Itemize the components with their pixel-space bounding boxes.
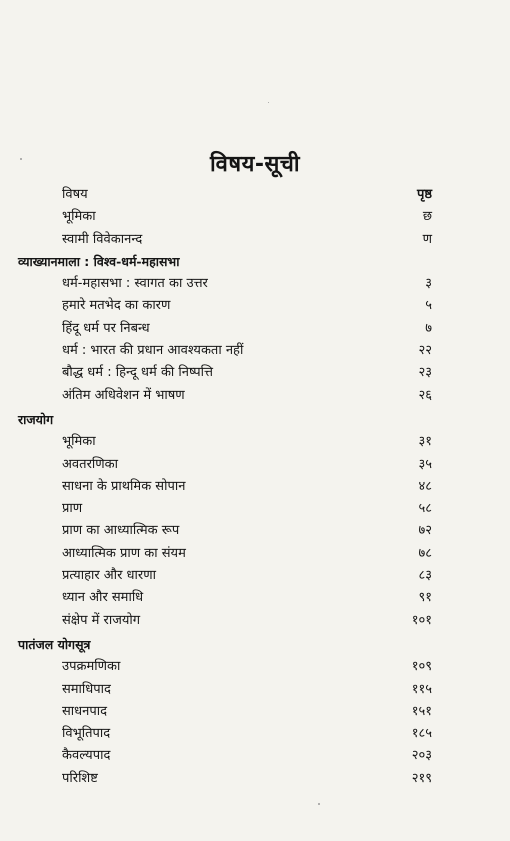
toc-entry-label: भूमिका xyxy=(62,434,96,450)
toc-entry-label: ध्यान और समाधि xyxy=(62,590,144,606)
section-heading-text: राजयोग xyxy=(18,411,54,427)
toc-entry xyxy=(0,543,510,565)
toc-entry xyxy=(0,587,510,609)
toc-entry-label: हमारे मतभेद का कारण xyxy=(62,298,171,314)
toc-entry-label: साधना के प्राथमिक सोपान xyxy=(62,478,186,494)
toc-entry-page: २३ xyxy=(418,365,432,381)
toc-entry-page: २०३ xyxy=(411,748,432,764)
toc-entry-page: ३ xyxy=(425,276,432,292)
toc-entry-label: समाधिपाद xyxy=(62,681,111,697)
toc-entry xyxy=(0,679,510,701)
toc-entry-label: प्रत्याहार और धारणा xyxy=(62,568,156,584)
toc-header-row xyxy=(0,184,510,206)
toc-entry xyxy=(0,206,510,228)
toc-entry xyxy=(0,520,510,542)
toc-entry xyxy=(0,340,510,362)
toc-entry-page: ७२ xyxy=(418,523,432,539)
toc-entry xyxy=(0,723,510,745)
section-heading-text: व्याख्यानमाला : विश्व-धर्म-महासभा xyxy=(18,253,180,269)
print-speck xyxy=(268,102,269,103)
toc-entry-page: ५ xyxy=(425,298,432,314)
toc-entry xyxy=(0,229,510,251)
toc-entry-label: परिशिष्ट xyxy=(62,770,98,786)
toc-entry xyxy=(0,295,510,317)
toc-entry-label: संक्षेप में राजयोग xyxy=(62,612,141,628)
toc-entry-page: १५१ xyxy=(411,703,432,719)
toc-entry-label: कैवल्यपाद xyxy=(62,748,111,764)
toc-entry-page: ८३ xyxy=(418,568,432,584)
toc-entry-page: ११५ xyxy=(411,681,432,697)
toc-entry xyxy=(0,656,510,678)
toc-entry-page: २१९ xyxy=(411,770,432,786)
toc-entry-page: १०९ xyxy=(411,659,432,675)
toc-header-page: पृष्ठ xyxy=(416,187,432,202)
toc-entry-page: ५८ xyxy=(418,501,432,517)
toc-entry-label: धर्म : भारत की प्रधान आवश्यकता नहीं xyxy=(62,343,244,359)
toc-entry-page: ९१ xyxy=(418,590,432,606)
toc-entry-page: १०१ xyxy=(411,612,432,628)
toc-entry-label: आध्यात्मिक प्राण का संयम xyxy=(62,545,186,561)
toc-header-subject: विषय xyxy=(62,187,88,202)
toc-entry-label: साधनपाद xyxy=(62,703,108,719)
toc-entry xyxy=(0,273,510,295)
toc-entry-label: धर्म-महासभा : स्वागत का उत्तर xyxy=(62,276,208,292)
toc-entry-label: विभूतिपाद xyxy=(62,726,111,742)
toc-entry xyxy=(0,454,510,476)
toc-entry xyxy=(0,362,510,384)
section-heading-text: पातंजल योगसूत्र xyxy=(18,636,91,652)
toc-entry xyxy=(0,318,510,340)
toc-entry xyxy=(0,431,510,453)
toc-entry xyxy=(0,498,510,520)
toc-entry-label: स्वामी विवेकानन्द xyxy=(62,231,143,247)
toc-entry-page: १८५ xyxy=(411,726,432,742)
toc-section-heading xyxy=(0,409,510,431)
toc-entry xyxy=(0,385,510,407)
toc-entry-label: हिंदू धर्म पर निबन्ध xyxy=(62,320,150,336)
toc-entry-label: उपक्रमणिका xyxy=(62,659,121,675)
toc-section-heading xyxy=(0,634,510,656)
toc-entry-page: ३५ xyxy=(418,456,432,472)
toc-entry xyxy=(0,565,510,587)
toc-entry xyxy=(0,610,510,632)
toc-entry-page: २६ xyxy=(418,387,432,403)
toc-entry-page: ७८ xyxy=(418,545,432,561)
toc-entry-page: ३१ xyxy=(418,434,432,450)
toc-entry-page: २२ xyxy=(418,343,432,359)
toc-entry-page: ७ xyxy=(425,320,432,336)
toc-entry xyxy=(0,476,510,498)
toc-entry xyxy=(0,745,510,767)
toc-entry-label: अवतरणिका xyxy=(62,456,119,472)
toc-entry-label: भूमिका xyxy=(62,209,96,225)
toc-entry-label: अंतिम अधिवेशन में भाषण xyxy=(62,387,185,403)
toc-entry-label: प्राण का आध्यात्मिक रूप xyxy=(62,523,180,539)
toc-entry-page: छ xyxy=(422,209,432,225)
toc-list xyxy=(0,184,510,790)
toc-entry xyxy=(0,701,510,723)
page-title: विषय-सूची xyxy=(209,152,301,177)
toc-entry-label: प्राण xyxy=(62,501,83,517)
toc-entry xyxy=(0,768,510,790)
toc-entry-page: ४८ xyxy=(418,478,432,494)
print-speck xyxy=(318,803,320,805)
toc-entry-page: ण xyxy=(422,231,432,247)
toc-section-heading xyxy=(0,251,510,273)
toc-entry-label: बौद्ध धर्म : हिन्दू धर्म की निष्पत्ति xyxy=(62,365,213,381)
